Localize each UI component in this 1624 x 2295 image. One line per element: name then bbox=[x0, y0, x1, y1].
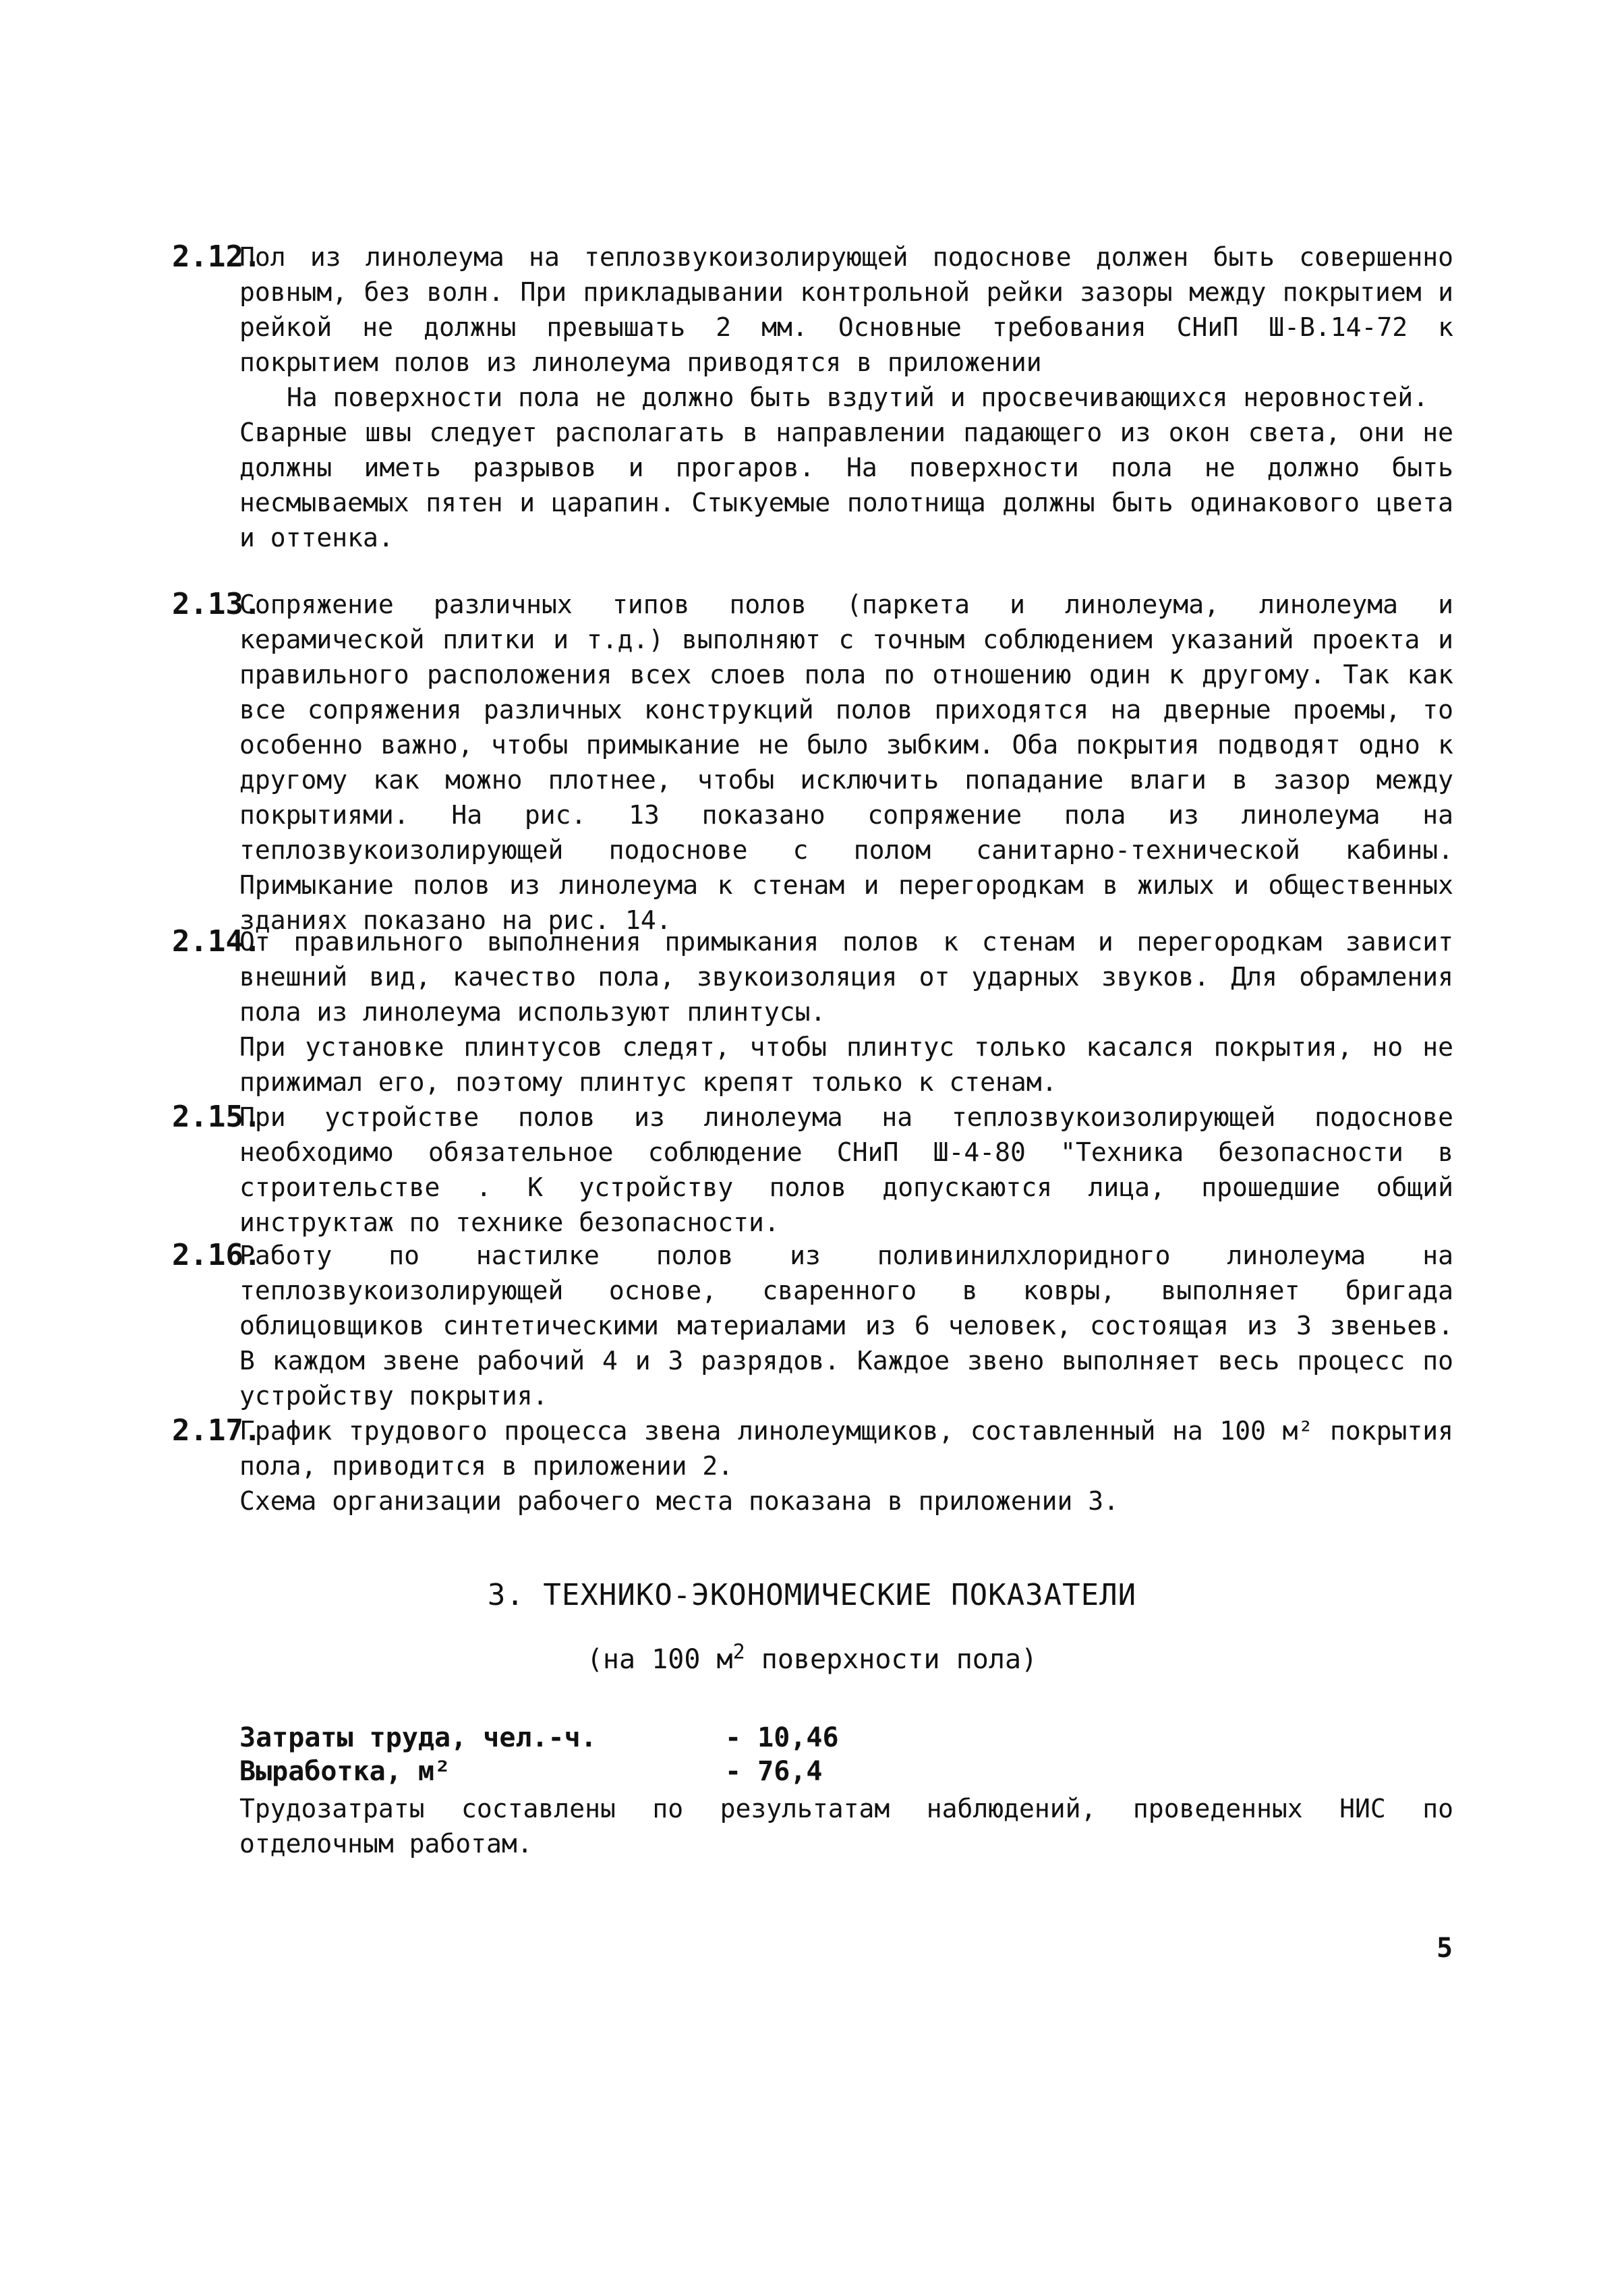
section-subtitle bbox=[0, 1639, 1624, 1680]
clause-paragraph: Работу по настилке полов из поливинилхлоридного линолеума на теплозвукоизолирующей основе, сваренного в ковры, выполняет бригада облицовщиков синтетическими материалами из 6 человек, состоящая из 3 звеньев. В каждом звене рабочий 4 и 3 разрядов. Каждое звено выполняет весь процесс по устройству покрытия. bbox=[239, 1241, 1453, 1411]
clause-paragraph: Сопряжение различных типов полов (паркета и линолеума, линолеума и керамической плитки и т.д.) выполняют с точным соблюдением указаний проекта и правильного расположения всех слоев пола по отношению один к другому. Так как все сопряжения различных конструкций полов приходятся на дверные проемы, то особенно важно, чтобы примыкание не было зыбким. Оба покрытия подводят одно к другому как можно плотнее, чтобы исключить попадание влаги в зазор между покрытиями. На рис. 13 показано сопряжение пола из линолеума на теплозвукоизолирующей подоснове с полом санитарно-технической кабины. Примыкание полов из линолеума к стенам и перегородкам в жилых и общественных зданиях показано на рис. 14. bbox=[239, 590, 1453, 935]
clause-paragraph: При устройстве полов из линолеума на теплозвукоизолирующей подоснове необходимо обязательное соблюдение СНиП Ш-4-80 "Техника безопасности в строительстве . К устройству полов допускаются лица, прошедшие общий инструктаж по технике безопасности. bbox=[239, 1102, 1453, 1237]
page-number: 5 bbox=[1437, 1933, 1453, 1964]
clause-paragraph: От правильного выполнения примыкания полов к стенам и перегородкам зависит внешний вид, качество пола, звукоизоляция от ударных звуков. Для обрамления пола из линолеума используют плинтусы. bbox=[239, 927, 1453, 1027]
indicator-label: Затраты труда, чел.-ч. bbox=[239, 1722, 597, 1753]
clause-number: 2.14. bbox=[172, 924, 262, 959]
clause-number: 2.16. bbox=[172, 1238, 262, 1272]
clause-body bbox=[239, 1413, 1453, 1519]
section-subtitle-pre: (на 100 м bbox=[586, 1644, 733, 1675]
labor-note: Трудозатраты составлены по результатам наблюдений, проведенных НИС по отделочным работам. bbox=[239, 1794, 1453, 1859]
clause-paragraph: График трудового процесса звена линолеумщиков, составленный на 100 м² покрытия пола, приводится в приложении 2. bbox=[239, 1416, 1453, 1481]
clause-body bbox=[239, 587, 1453, 938]
section-subtitle-sup: 2 bbox=[732, 1640, 745, 1664]
indicator-label: Выработка, м² bbox=[239, 1756, 451, 1787]
clause-paragraph: На поверхности пола не должно быть вздутий и просвечивающихся неровностей. bbox=[287, 382, 1428, 412]
clause-body bbox=[239, 1238, 1453, 1413]
indicator-value: - 76,4 bbox=[725, 1756, 823, 1787]
clause-paragraph: Пол из линолеума на теплозвукоизолирующей подоснове должен быть совершенно ровным, без волн. При прикладывании контрольной рейки зазоры между покрытием и рейкой не должны превышать 2 мм. Основные требования СНиП Ш-В.14-72 к покрытием полов из линолеума приводятся в приложении bbox=[239, 242, 1453, 377]
section-title: 3. ТЕХНИКО-ЭКОНОМИЧЕСКИЕ ПОКАЗАТЕЛИ bbox=[487, 1578, 1137, 1612]
clause-body bbox=[239, 1100, 1453, 1240]
clause-number: 2.15. bbox=[172, 1100, 262, 1134]
clause-paragraph: Схема организации рабочего места показана в приложении 3. bbox=[239, 1486, 1120, 1516]
clause-paragraph: При установке плинтусов следят, чтобы плинтус только касался покрытия, но не прижимал его, поэтому плинтус крепят только к стенам. bbox=[239, 1032, 1453, 1097]
clause-number: 2.17. bbox=[172, 1413, 262, 1448]
clause-body bbox=[239, 239, 1453, 555]
clause-number: 2.12. bbox=[172, 239, 262, 274]
clause-paragraph: Сварные швы следует располагать в направлении падающего из окон света, они не должны иметь разрывов и прогаров. На поверхности пола не должно быть несмываемых пятен и царапин. Стыкуемые полотнища должны быть одинакового цвета и оттенка. bbox=[239, 418, 1453, 552]
clause-body bbox=[239, 924, 1453, 1100]
clause-number: 2.13. bbox=[172, 587, 262, 621]
section-subtitle-post: поверхности пола) bbox=[745, 1644, 1038, 1675]
indicator-value: - 10,46 bbox=[725, 1722, 839, 1753]
